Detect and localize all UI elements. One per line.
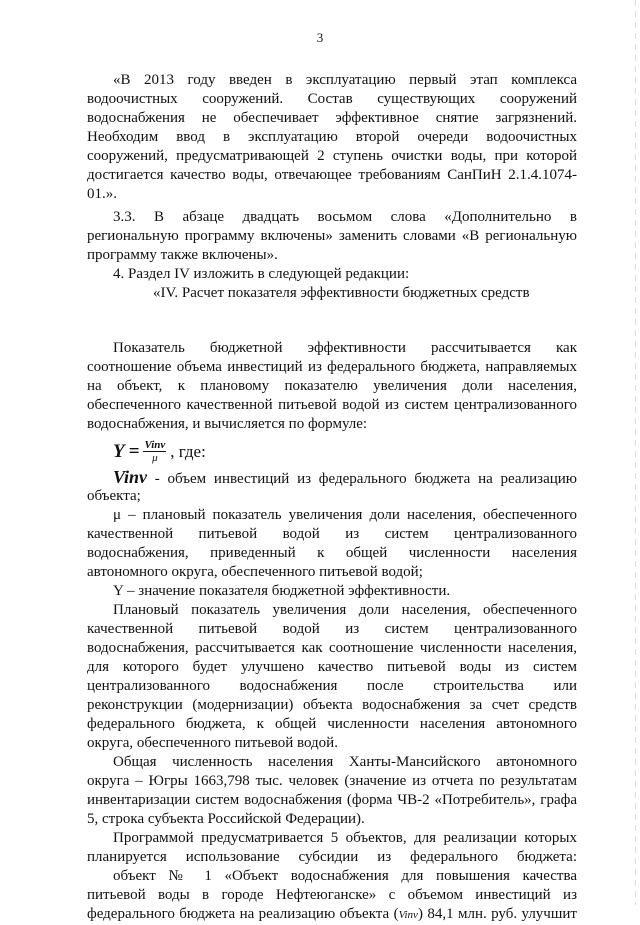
text-line: централизованного водоснабжения после строительства или: [87, 678, 577, 694]
text-line: Плановый показатель увеличения доли населения, обеспеченного: [113, 602, 577, 618]
section-heading: «IV. Расчет показателя эффективности бюджетных средств: [153, 285, 530, 301]
text-line: реконструкции (модернизации) объекта водоснабжения за счет средств: [87, 697, 577, 713]
document-body: [87, 71, 577, 924]
formula-fraction: [143, 439, 166, 464]
text-line: обеспеченного качественной питьевой водой из систем централизованного: [87, 397, 577, 413]
formula-lhs: Y =: [113, 440, 140, 462]
text-line: федерального бюджета, к общей численности населения автономного: [87, 716, 577, 732]
formula: [87, 434, 577, 468]
vinv-inline-symbol: Vinv: [398, 909, 418, 921]
page-edge-mark: [635, 0, 636, 905]
text-line: [87, 905, 577, 924]
text-line: Необходим ввод в эксплуатацию второй очереди водоочистных: [87, 129, 577, 145]
vinv-symbol: Vinv: [113, 467, 148, 487]
text-fragment: ) 84,1 млн. руб. улучшит: [417, 906, 577, 922]
text-line: соотношение объема инвестиций из федерального бюджета, направляемых: [87, 359, 577, 375]
text-line: для которого будет улучшено качество питьевой воды из систем: [87, 659, 577, 675]
text-line: 5, строка субъекта Российской Федерации).: [87, 811, 365, 827]
text-line: программу также включены».: [87, 247, 278, 263]
formula-tail: , где:: [170, 441, 206, 461]
text-line: 01.».: [87, 186, 117, 202]
text-line: сооружений, предусматривающей 2 ступень очистки воды, при которой: [87, 148, 577, 164]
text-line: инвентаризации систем водоснабжения (форма ЧВ-2 «Потребитель», графа: [87, 792, 577, 808]
text-line: водоснабжения, рассчитывается как соотношение численности населения,: [87, 640, 577, 656]
text-line: водоснабжения, и вычисляется по формуле:: [87, 416, 368, 432]
text-fragment: федерального бюджета на реализацию объекта (: [87, 906, 399, 922]
text-line: «В 2013 году введен в эксплуатацию первый этап комплекса: [113, 72, 577, 88]
text-line: 3.3. В абзаце двадцать восьмом слова «Дополнительно в: [113, 209, 577, 225]
text-line: округа – Югры 1663,798 тыс. человек (значение из отчета по результатам: [87, 773, 577, 789]
page-number: 3: [316, 30, 324, 45]
text-line: объект № 1 «Объект водоснабжения для повышения качества: [113, 868, 577, 884]
text-line: 4. Раздел IV изложить в следующей редакции:: [113, 266, 410, 282]
text-line: водоснабжения не обеспечивает эффективное снятие загрязнений.: [87, 110, 577, 126]
text-line: автономного округа, обеспеченного питьевой водой;: [87, 564, 423, 580]
text-line: планируется использование субсидии из федерального бюджета:: [87, 849, 577, 865]
text-line: объекта;: [87, 488, 141, 504]
text-line: качественной питьевой водой из систем централизованного: [87, 526, 577, 542]
text-line: Общая численность населения Ханты-Мансийского автономного: [113, 754, 577, 770]
text-line: региональную программу включены» заменить словами «В региональную: [87, 228, 577, 244]
text-line: качественной питьевой водой из систем централизованного: [87, 621, 577, 637]
text-line: округа, обеспеченного питьевой водой.: [87, 735, 338, 751]
formula-denominator: μ: [152, 451, 158, 464]
text-line: питьевой воды в городе Нефтеюганске» с объемом инвестиций из: [87, 887, 577, 903]
formula-numerator: Vinv: [144, 438, 166, 451]
text-fragment: - объем инвестиций из федерального бюджета на реализацию: [154, 471, 577, 487]
text-line: водоснабжения, приведенный к общей численности населения: [87, 545, 577, 561]
text-line: μ – плановый показатель увеличения доли населения, обеспеченного: [113, 507, 577, 523]
text-line: водоочистных сооружений. Состав существующих сооружений: [87, 91, 577, 107]
text-line: Показатель бюджетной эффективности рассчитывается как: [113, 340, 577, 356]
text-line: на объект, к плановому показателю увеличения доли населения,: [87, 378, 577, 394]
text-line: [87, 468, 577, 487]
text-line: Y – значение показателя бюджетной эффективности.: [113, 583, 451, 599]
text-line: Программой предусматривается 5 объектов, для реализации которых: [113, 830, 577, 846]
text-line: достигается качество воды, отвечающее требованиям СанПиН 2.1.4.1074-: [87, 167, 577, 183]
